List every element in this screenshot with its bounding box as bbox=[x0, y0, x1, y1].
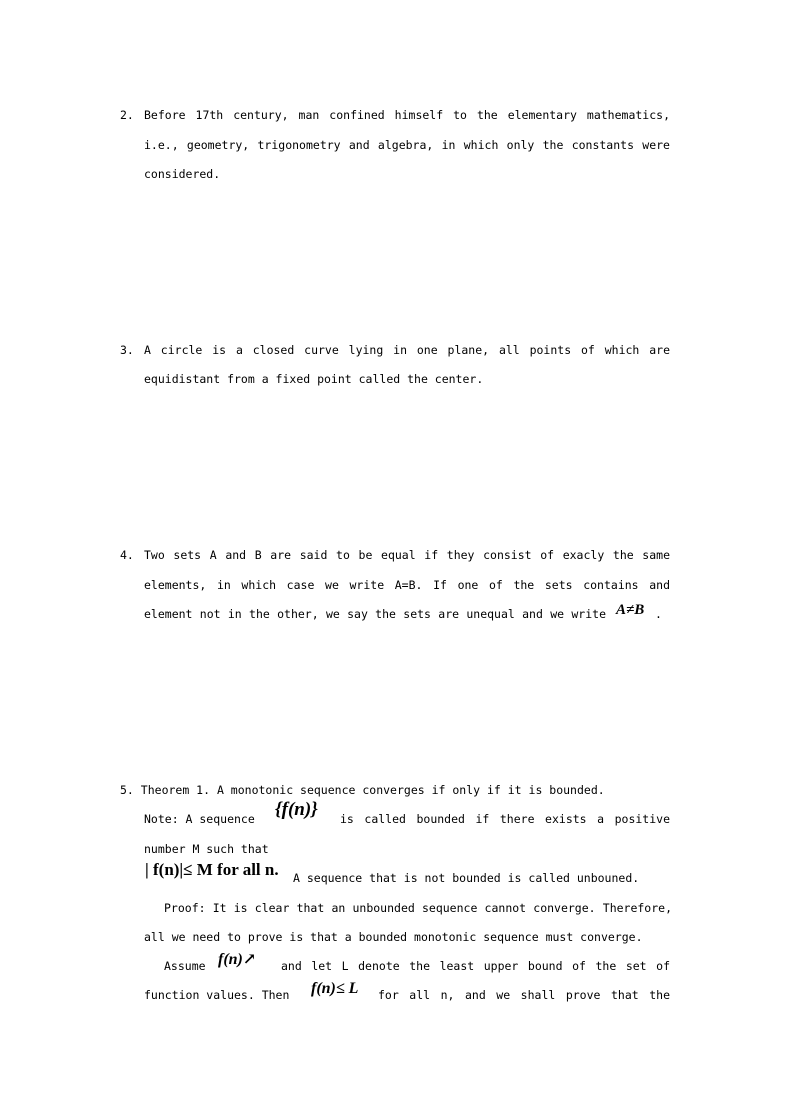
math-not-equal: A≠B bbox=[616, 602, 645, 618]
proof-text: function values. Then bbox=[144, 988, 290, 1002]
paragraph-line: element not in the other, we say the sets are unequal and we write bbox=[144, 607, 606, 621]
math-bound: | f(n)|≤ M for all n. bbox=[145, 860, 279, 879]
paragraph-line: equidistant from a fixed point called the center. bbox=[144, 372, 484, 386]
proof-line: all we need to prove is that a bounded monotonic sequence must converge. bbox=[144, 930, 643, 944]
theorem-text: Theorem 1. A monotonic sequence converges if only if it is bounded. bbox=[140, 783, 605, 797]
note-text: A sequence that is not bounded is called unbouned. bbox=[293, 871, 640, 885]
math-le-L: f(n)≤ L bbox=[311, 980, 359, 997]
proof-text: for all n, and we shall prove that the bbox=[378, 988, 670, 1002]
paragraph-line: considered. bbox=[144, 167, 221, 181]
note-text: is called bounded if there exists a positive bbox=[340, 812, 670, 826]
item-number: 5. bbox=[120, 783, 134, 797]
proof-line: Proof: It is clear that an unbounded sequence cannot converge. Therefore, bbox=[164, 901, 672, 915]
paragraph-line: Two sets A and B are said to be equal if they consist of exacly the same bbox=[144, 548, 670, 562]
note-text: Note: A sequence bbox=[144, 812, 255, 826]
paragraph-line: Before 17th century, man confined himself to the elementary mathematics, bbox=[144, 108, 670, 122]
paragraph-line: A circle is a closed curve lying in one plane, all points of which are bbox=[144, 343, 670, 357]
math-sequence: {f(n)} bbox=[275, 799, 318, 820]
item-number: 4. bbox=[120, 548, 134, 562]
proof-text: and let L denote the least upper bound of the set of bbox=[281, 959, 670, 973]
item-number: 3. bbox=[120, 343, 134, 357]
paragraph-line: i.e., geometry, trigonometry and algebra, in which only the constants were bbox=[144, 138, 670, 152]
math-increasing: f(n)↗ bbox=[218, 951, 257, 968]
item-number: 2. bbox=[120, 108, 134, 122]
paragraph-line: elements, in which case we write A=B. If one of the sets contains and bbox=[144, 578, 670, 592]
proof-text: Assume bbox=[164, 959, 206, 973]
note-text: number M such that bbox=[144, 842, 269, 856]
sentence-period: . bbox=[655, 607, 662, 621]
theorem-line bbox=[120, 782, 605, 798]
